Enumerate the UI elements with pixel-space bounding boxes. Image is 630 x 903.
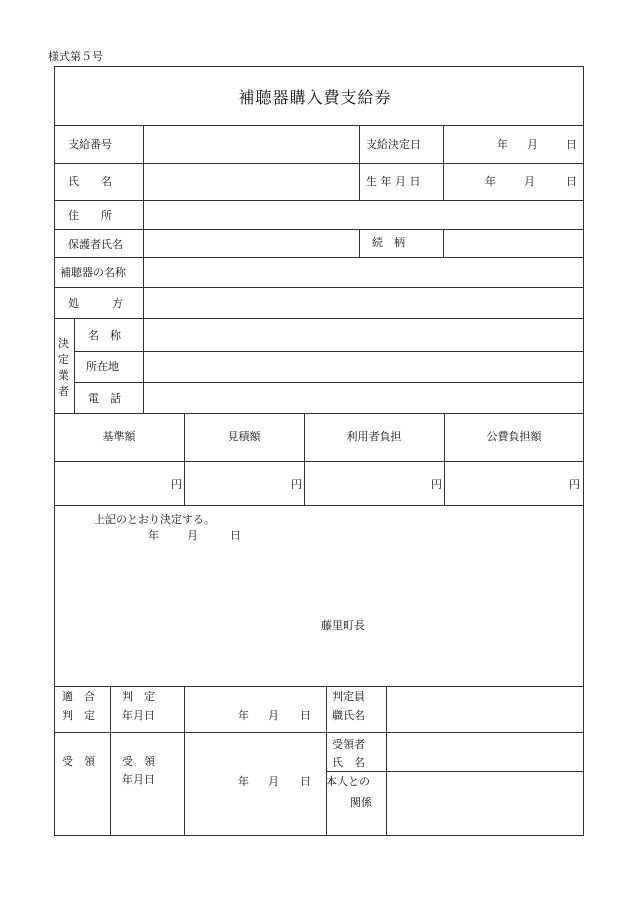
label-birth: 生 年 月 日 bbox=[366, 175, 421, 188]
date-year: 年 bbox=[497, 138, 508, 151]
vendor-label-name: 名 称 bbox=[88, 329, 121, 342]
line bbox=[54, 229, 584, 230]
receipt-date-label: 年月日 bbox=[122, 773, 155, 786]
relation-label: 本人との bbox=[326, 775, 370, 788]
birth-day: 日 bbox=[566, 175, 577, 188]
label-decision-date: 支給決定日 bbox=[366, 138, 421, 151]
label-relation: 続 柄 bbox=[372, 236, 405, 249]
amount-header-public-share: 公費負担額 bbox=[486, 430, 542, 443]
line bbox=[386, 686, 387, 836]
line bbox=[184, 686, 185, 836]
receipt-date-label: 受 領 bbox=[122, 755, 155, 768]
decision-year: 年 bbox=[148, 529, 159, 542]
judgment-day: 日 bbox=[300, 709, 311, 722]
form-number: 様式第５号 bbox=[48, 50, 103, 63]
line bbox=[326, 686, 327, 836]
line bbox=[54, 732, 584, 733]
line bbox=[54, 413, 584, 414]
label-number: 支給番号 bbox=[68, 138, 112, 151]
receipt-year: 年 bbox=[238, 775, 249, 788]
judge-label: 判定員 bbox=[332, 690, 365, 703]
judgment-date-label: 年月日 bbox=[122, 709, 155, 722]
line bbox=[444, 413, 445, 505]
line bbox=[54, 686, 584, 687]
amount-header-standard: 基準額 bbox=[102, 430, 136, 443]
decision-day: 日 bbox=[230, 529, 241, 542]
line bbox=[359, 229, 360, 257]
receipt-day: 日 bbox=[300, 775, 311, 788]
amount-header-user-share: 利用者負担 bbox=[346, 430, 402, 443]
vendor-label-location: 所在地 bbox=[86, 360, 119, 373]
birth-year: 年 bbox=[485, 175, 496, 188]
line bbox=[74, 318, 75, 413]
decision-signer: 藤里町長 bbox=[321, 619, 365, 632]
receiver-label: 氏 名 bbox=[332, 756, 365, 769]
receiver-label: 受領者 bbox=[332, 738, 365, 751]
line bbox=[143, 125, 144, 413]
line bbox=[54, 461, 584, 462]
line bbox=[54, 505, 584, 506]
line bbox=[443, 125, 444, 200]
label-device: 補聴器の名称 bbox=[60, 266, 126, 279]
judgment-date-label: 判 定 bbox=[122, 690, 155, 703]
decision-text: 上記のとおり決定する。 bbox=[94, 513, 215, 526]
vendor-side-label: 決定業者 bbox=[58, 337, 69, 398]
receipt-month: 月 bbox=[268, 775, 279, 788]
receipt-label: 受 領 bbox=[62, 755, 95, 768]
line bbox=[184, 413, 185, 505]
vendor-label-phone: 電 話 bbox=[88, 392, 121, 405]
line bbox=[54, 125, 584, 126]
line bbox=[54, 287, 584, 288]
line bbox=[74, 382, 584, 383]
label-name: 氏 名 bbox=[68, 175, 112, 188]
line bbox=[443, 229, 444, 257]
date-day: 日 bbox=[566, 138, 577, 151]
birth-month: 月 bbox=[524, 175, 535, 188]
amount-unit: 円 bbox=[171, 478, 182, 491]
label-prescription: 処 方 bbox=[68, 297, 123, 310]
line bbox=[54, 318, 584, 319]
date-month: 月 bbox=[527, 138, 538, 151]
line bbox=[54, 200, 584, 201]
line bbox=[54, 163, 584, 164]
judgment-year: 年 bbox=[238, 709, 249, 722]
amount-unit: 円 bbox=[291, 478, 302, 491]
line bbox=[359, 125, 360, 200]
relation-label: 関係 bbox=[350, 796, 372, 809]
amount-unit: 円 bbox=[569, 478, 580, 491]
line bbox=[74, 351, 584, 352]
judgment-label: 適 合 bbox=[62, 690, 95, 703]
form-title: 補聴器購入費支給券 bbox=[238, 88, 392, 107]
amount-header-estimate: 見積額 bbox=[227, 430, 261, 443]
label-guardian: 保護者氏名 bbox=[68, 238, 123, 251]
line bbox=[326, 771, 584, 772]
line bbox=[110, 686, 111, 836]
decision-month: 月 bbox=[187, 529, 198, 542]
amount-unit: 円 bbox=[431, 478, 442, 491]
judgment-month: 月 bbox=[268, 709, 279, 722]
judgment-label: 判 定 bbox=[62, 709, 95, 722]
label-address: 住 所 bbox=[68, 209, 112, 222]
judge-label: 職氏名 bbox=[332, 709, 365, 722]
line bbox=[304, 413, 305, 505]
line bbox=[54, 257, 584, 258]
